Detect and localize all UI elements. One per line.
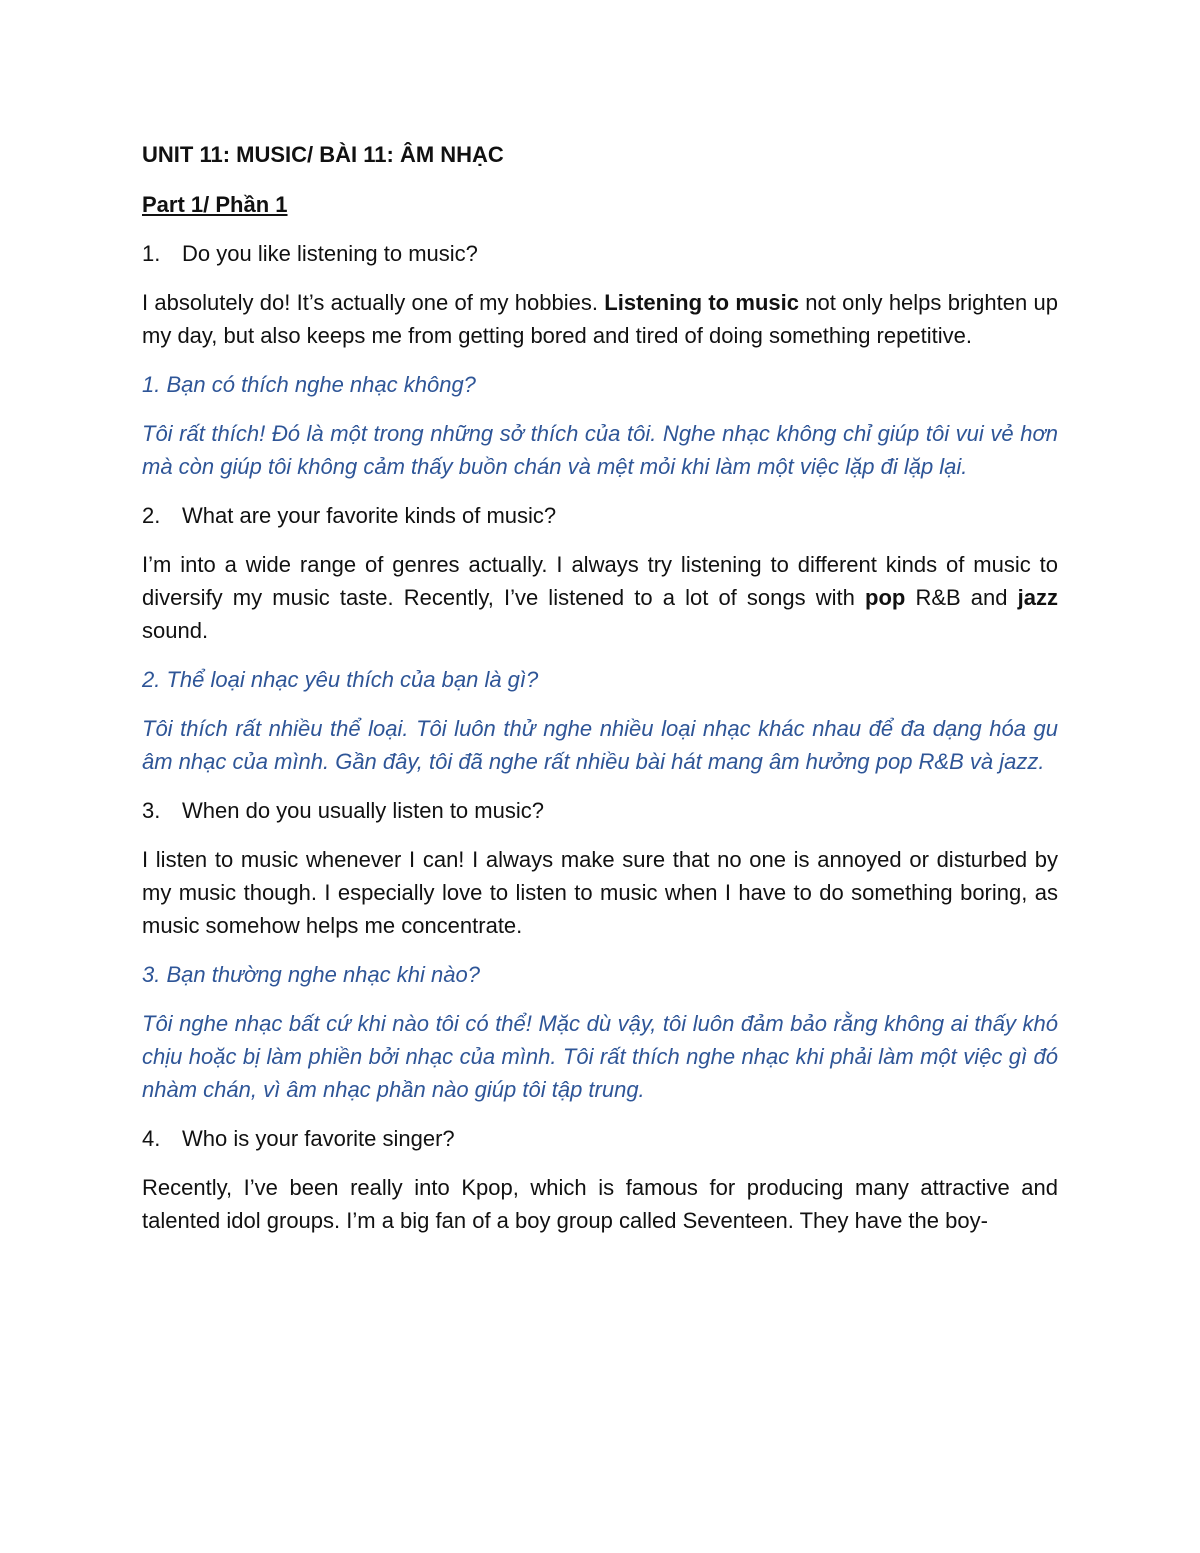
answer-2	[142, 548, 1058, 647]
translation-question-2: 2. Thể loại nhạc yêu thích của bạn là gì?	[142, 667, 539, 692]
unit-title: UNIT 11: MUSIC/ BÀI 11: ÂM NHẠC	[142, 142, 504, 167]
answer-bold-phrase: jazz	[1017, 585, 1058, 610]
answer-bold-phrase: Listening to music	[604, 290, 799, 315]
answer-text: sound.	[142, 618, 209, 643]
question-number: 3.	[142, 798, 161, 823]
answer-text: not only helps brighten up my day, but also keeps me from getting bored and tired of doing something repetitive.	[142, 290, 1058, 348]
answer-text: R&B and	[905, 585, 1018, 610]
question-2	[142, 499, 1058, 532]
answer-1	[142, 286, 1058, 352]
translation-question-3: 3. Bạn thường nghe nhạc khi nào?	[142, 962, 480, 987]
answer-3: I listen to music whenever I can! I always make sure that no one is annoyed or disturbed by my music though. I especially love to listen to music when I have to do something boring, as music somehow helps me concentrate.	[142, 847, 1058, 938]
answer-4: Recently, I’ve been really into Kpop, which is famous for producing many attractive and talented idol groups. I’m a big fan of a boy group called Seventeen. They have the boy-	[142, 1175, 1058, 1233]
question-text: What are your favorite kinds of music?	[182, 503, 557, 528]
translation-answer-3: Tôi nghe nhạc bất cứ khi nào tôi có thể! Mặc dù vậy, tôi luôn đảm bảo rằng không ai thấy khó chịu hoặc bị làm phiền bởi nhạc của mình. Tôi rất thích nghe nhạc khi phải làm một việc gì đó nhàm chán, vì âm nhạc phần nào giúp tôi tập trung.	[142, 1011, 1058, 1102]
answer-text: I’m into a wide range of genres actually. I always try listening to different kinds of music to diversify my music taste. Recently, I’ve listened to a lot of songs with	[142, 552, 1058, 610]
translation-answer-1: Tôi rất thích! Đó là một trong những sở thích của tôi. Nghe nhạc không chỉ giúp tôi vui vẻ hơn mà còn giúp tôi không cảm thấy buồn chán và mệt mỏi khi làm một việc lặp đi lặp lại.	[142, 421, 1058, 479]
part-heading: Part 1/ Phần 1	[142, 192, 288, 217]
document-page	[142, 138, 1058, 1253]
question-text: Who is your favorite singer?	[182, 1126, 455, 1151]
question-3	[142, 794, 1058, 827]
question-text: Do you like listening to music?	[182, 241, 478, 266]
question-4	[142, 1122, 1058, 1155]
answer-text: I absolutely do! It’s actually one of my hobbies.	[142, 290, 605, 315]
question-text: When do you usually listen to music?	[182, 798, 544, 823]
answer-bold-phrase: pop	[865, 585, 906, 610]
question-number: 1.	[142, 241, 161, 266]
translation-question-1: 1. Bạn có thích nghe nhạc không?	[142, 372, 476, 397]
translation-answer-2: Tôi thích rất nhiều thể loại. Tôi luôn thử nghe nhiều loại nhạc khác nhau để đa dạng hóa gu âm nhạc của mình. Gần đây, tôi đã nghe rất nhiều bài hát mang âm hưởng pop R&B và jazz.	[142, 716, 1058, 774]
question-1	[142, 237, 1058, 270]
question-number: 4.	[142, 1126, 161, 1151]
question-number: 2.	[142, 503, 161, 528]
